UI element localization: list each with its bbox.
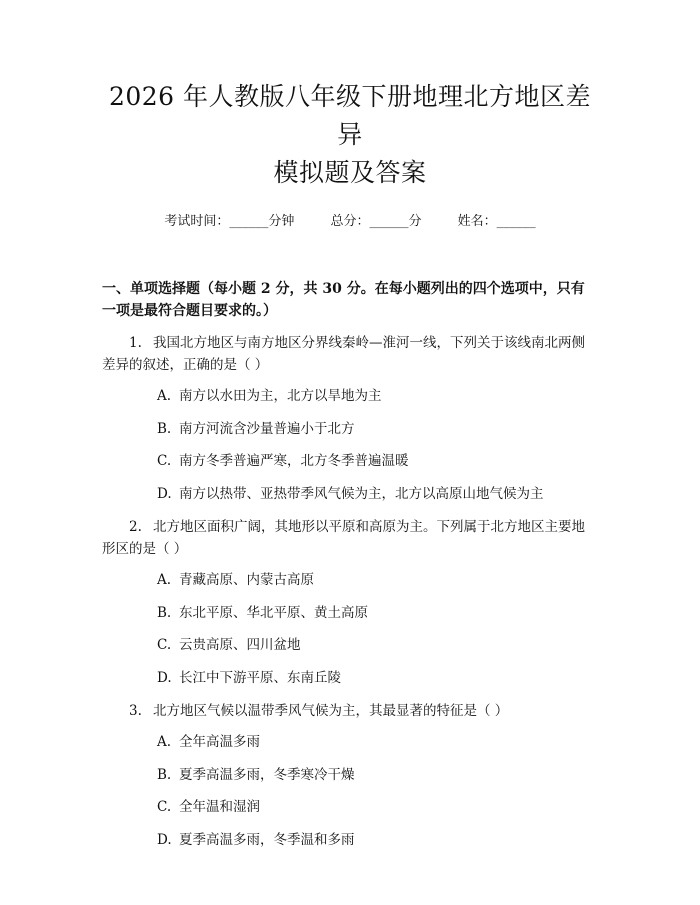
- option-a: [157, 386, 598, 406]
- option-text: 云贵高原、四川盆地: [179, 637, 301, 653]
- section-heading: 一、单项选择题（每小题 2 分，共 30 分。在每小题列出的四个选项中，只有一项是最符合题目要求的。）: [102, 281, 585, 319]
- title-line-1: 2026 年人教版八年级下册地理北方地区差异: [108, 82, 592, 149]
- question-text: 我国北方地区与南方地区分界线秦岭—淮河一线，下列关于该线南北两侧差异的叙述，正确的是（ ）: [102, 335, 585, 373]
- option-list: [102, 386, 598, 504]
- option-letter: A.: [157, 572, 172, 588]
- question-number: 3.: [129, 703, 142, 719]
- option-text: 全年高温多雨: [179, 734, 260, 750]
- option-letter: D.: [157, 669, 172, 686]
- student-name: 姓名：______: [457, 214, 536, 229]
- option-a: [157, 570, 598, 590]
- option-letter: C.: [157, 453, 172, 469]
- option-list: [102, 570, 598, 688]
- option-text: 南方冬季普遍严寒，北方冬季普遍温暖: [179, 453, 409, 469]
- option-c: [157, 451, 598, 471]
- document-title: [102, 78, 598, 192]
- question-3: [102, 700, 598, 850]
- option-text: 南方河流含沙量普遍小于北方: [179, 420, 355, 437]
- option-text: 长江中下游平原、东南丘陵: [179, 669, 341, 686]
- title-line-2: 模拟题及答案: [273, 158, 427, 187]
- option-c: [157, 635, 598, 655]
- exam-time: 考试时间：______分钟: [164, 214, 295, 229]
- exam-info-row: [102, 212, 598, 232]
- option-text: 全年温和湿润: [179, 799, 260, 815]
- question-stem: [102, 332, 598, 376]
- total-score: 总分：______分: [330, 214, 422, 229]
- option-text: 东北平原、华北平原、黄土高原: [179, 604, 368, 621]
- option-d: [157, 830, 598, 850]
- option-c: [157, 797, 598, 817]
- option-b: [157, 603, 598, 623]
- question-text: 北方地区面积广阔，其地形以平原和高原为主。下列属于北方地区主要地形区的是（ ）: [102, 519, 585, 557]
- question-1: [102, 332, 598, 504]
- option-text: 夏季高温多雨，冬季温和多雨: [179, 831, 355, 848]
- option-letter: D.: [157, 831, 172, 848]
- option-list: [102, 732, 598, 850]
- option-letter: D.: [157, 485, 172, 502]
- option-d: [157, 484, 598, 504]
- option-b: [157, 765, 598, 785]
- option-letter: B.: [157, 604, 172, 621]
- question-stem: [102, 700, 598, 722]
- option-text: 南方以水田为主，北方以旱地为主: [179, 388, 382, 404]
- option-b: [157, 419, 598, 439]
- question-2: [102, 516, 598, 688]
- option-text: 南方以热带、亚热带季风气候为主，北方以高原山地气候为主: [179, 485, 544, 502]
- question-text: 北方地区气候以温带季风气候为主，其最显著的特征是（ ）: [153, 703, 509, 719]
- option-letter: A.: [157, 734, 172, 750]
- option-d: [157, 668, 598, 688]
- question-number: 1.: [129, 335, 142, 351]
- option-letter: B.: [157, 420, 172, 437]
- option-letter: C.: [157, 637, 172, 653]
- option-letter: A.: [157, 388, 172, 404]
- question-number: 2.: [129, 519, 142, 535]
- option-letter: C.: [157, 799, 172, 815]
- question-stem: [102, 516, 598, 560]
- option-a: [157, 732, 598, 752]
- option-text: 夏季高温多雨，冬季寒冷干燥: [179, 766, 355, 783]
- option-text: 青藏高原、内蒙古高原: [179, 572, 314, 588]
- option-letter: B.: [157, 766, 172, 783]
